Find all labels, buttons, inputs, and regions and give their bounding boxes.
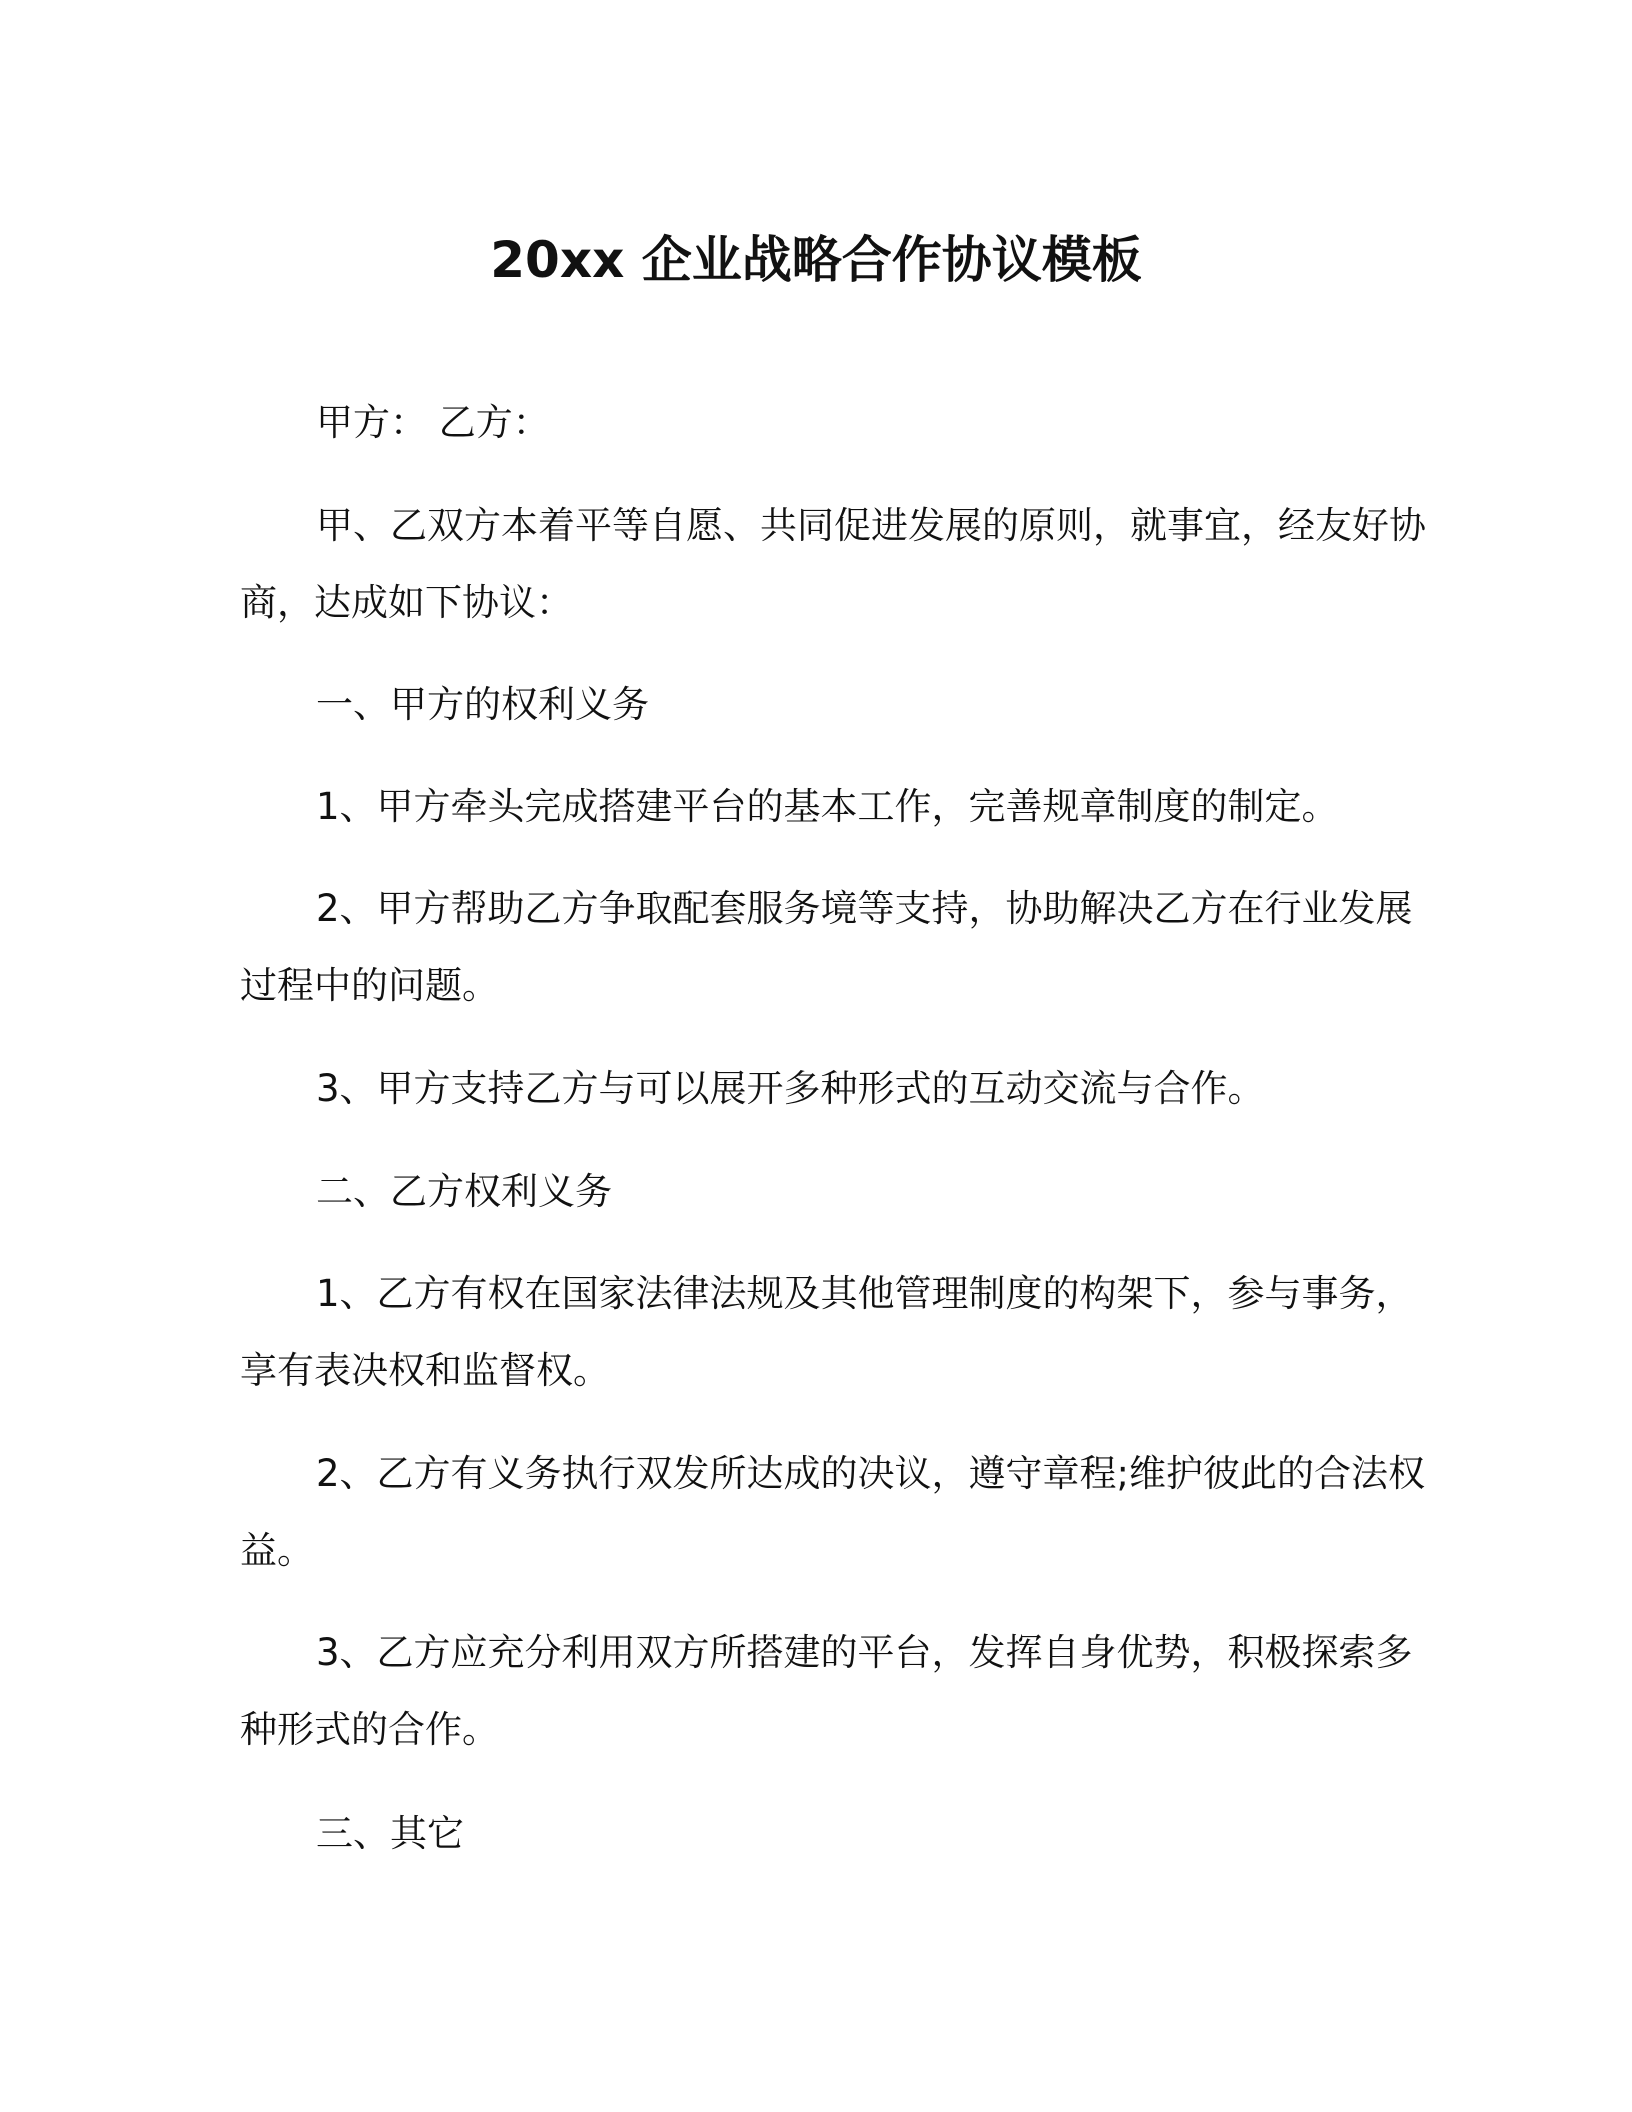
- section-heading-other: 三、其它: [316, 1812, 464, 1855]
- party-line: 甲方： 乙方：: [316, 401, 550, 444]
- clause-b-2: 2、乙方有义务执行双发所达成的决议，遵守章程;维护彼此的合法权益。: [240, 1452, 1426, 1572]
- section-heading-party-a: 一、甲方的权利义务: [316, 683, 649, 726]
- intro-paragraph: 甲、乙双方本着平等自愿、共同促进发展的原则，就事宜，经友好协商，达成如下协议：: [240, 504, 1426, 624]
- document-title: 20xx 企业战略合作协议模板: [490, 231, 1142, 289]
- section-heading-party-b: 二、乙方权利义务: [316, 1170, 612, 1213]
- clause-b-1: 1、乙方有权在国家法律法规及其他管理制度的构架下，参与事务，享有表决权和监督权。: [240, 1272, 1413, 1392]
- clause-b-3: 3、乙方应充分利用双方所搭建的平台，发挥自身优势，积极探索多种形式的合作。: [240, 1631, 1413, 1751]
- clause-a-2: 2、甲方帮助乙方争取配套服务境等支持，协助解决乙方在行业发展过程中的问题。: [240, 887, 1413, 1007]
- clause-a-3: 3、甲方支持乙方与可以展开多种形式的互动交流与合作。: [316, 1067, 1265, 1110]
- clause-a-1: 1、甲方牵头完成搭建平台的基本工作，完善规章制度的制定。: [316, 785, 1339, 828]
